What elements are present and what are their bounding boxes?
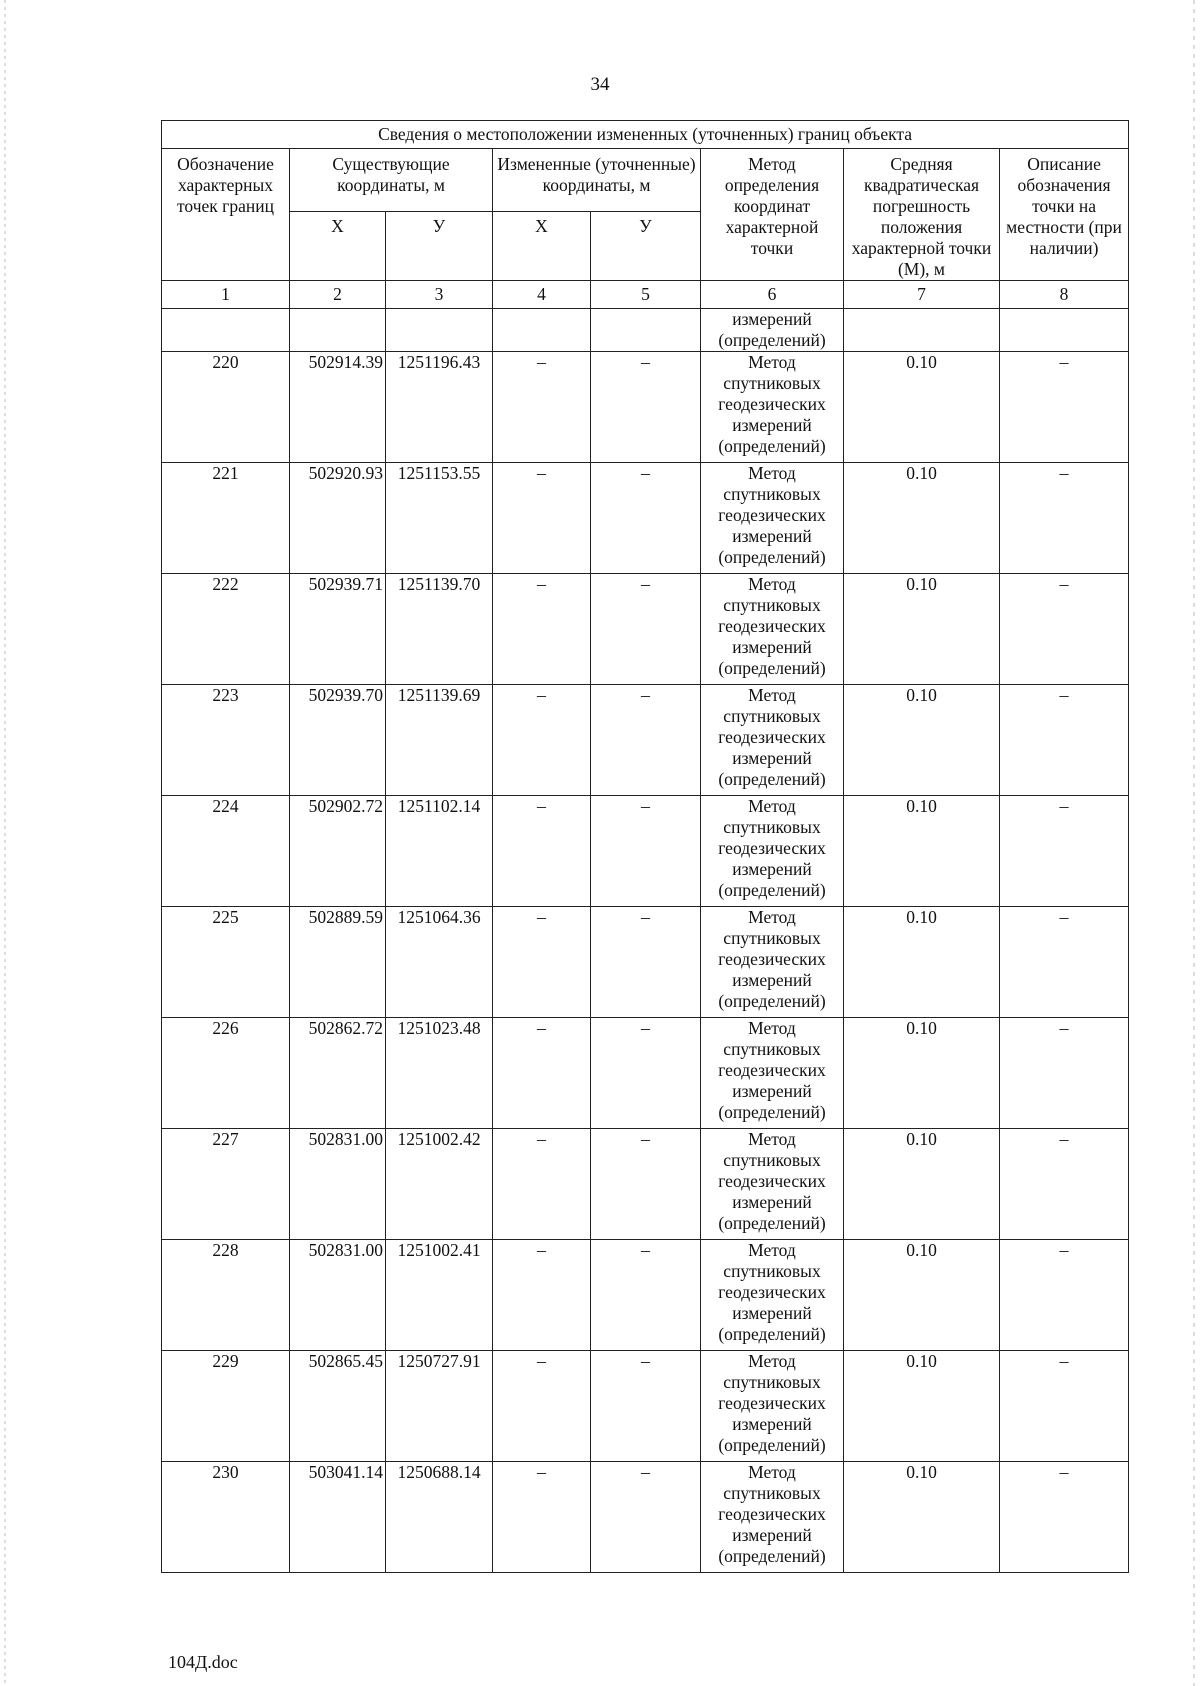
continuation-empty-cell (493, 309, 591, 352)
table-row (162, 574, 1129, 685)
column-number: 8 (1000, 281, 1129, 309)
method-cell: Метод спутниковых геодезических измерений (определений) (701, 1129, 844, 1240)
column-number: 5 (591, 281, 701, 309)
changed-x-cell: – (493, 685, 591, 796)
description-cell: – (1000, 1462, 1129, 1573)
point-id-cell: 228 (162, 1240, 290, 1351)
description-cell: – (1000, 685, 1129, 796)
existing-x-cell: 502914.39 (290, 352, 386, 463)
existing-x-cell: 502865.45 (290, 1351, 386, 1462)
point-id-cell: 221 (162, 463, 290, 574)
existing-x-cell: 502939.70 (290, 685, 386, 796)
changed-x-cell: – (493, 352, 591, 463)
point-id-cell: 229 (162, 1351, 290, 1462)
table-row (162, 907, 1129, 1018)
existing-y-cell: 1251002.41 (386, 1240, 493, 1351)
table-row (162, 463, 1129, 574)
changed-x-cell: – (493, 1018, 591, 1129)
existing-x-cell: 503041.14 (290, 1462, 386, 1573)
method-cell: Метод спутниковых геодезических измерений (определений) (701, 1351, 844, 1462)
table-row (162, 1240, 1129, 1351)
scan-edge-left (4, 0, 6, 1686)
error-cell: 0.10 (844, 907, 1000, 1018)
existing-y-cell: 1251023.48 (386, 1018, 493, 1129)
error-cell: 0.10 (844, 352, 1000, 463)
error-cell: 0.10 (844, 574, 1000, 685)
error-cell: 0.10 (844, 1018, 1000, 1129)
existing-y-cell: 1251139.69 (386, 685, 493, 796)
description-cell: – (1000, 907, 1129, 1018)
continuation-method-cell: измерений (определений) (701, 309, 844, 352)
continuation-empty-cell (162, 309, 290, 352)
changed-y-cell: – (591, 796, 701, 907)
existing-y-cell: 1250727.91 (386, 1351, 493, 1462)
continuation-empty-cell (290, 309, 386, 352)
table-title: Сведения о местоположении измененных (уточненных) границ объекта (162, 121, 1129, 149)
point-id-cell: 230 (162, 1462, 290, 1573)
changed-x-cell: – (493, 1240, 591, 1351)
method-cell: Метод спутниковых геодезических измерений (определений) (701, 1462, 844, 1573)
table-title-row (162, 121, 1129, 149)
changed-x-cell: – (493, 1129, 591, 1240)
header-error: Средняя квадратическая погрешность положения характерной точки (М), м (844, 149, 1000, 281)
description-cell: – (1000, 1018, 1129, 1129)
method-cell: Метод спутниковых геодезических измерений (определений) (701, 574, 844, 685)
footer-filename: 104Д.doc (168, 1652, 238, 1672)
method-cell: Метод спутниковых геодезических измерений (определений) (701, 463, 844, 574)
changed-y-cell: – (591, 463, 701, 574)
continuation-empty-cell (591, 309, 701, 352)
existing-y-cell: 1251139.70 (386, 574, 493, 685)
existing-x-cell: 502920.93 (290, 463, 386, 574)
header-changed-coords: Измененные (уточненные) координаты, м (493, 149, 701, 212)
header-changed-y: У (591, 211, 701, 280)
existing-x-cell: 502862.72 (290, 1018, 386, 1129)
changed-x-cell: – (493, 574, 591, 685)
changed-y-cell: – (591, 1351, 701, 1462)
point-id-cell: 223 (162, 685, 290, 796)
header-existing-y: У (386, 211, 493, 280)
header-row-1 (162, 149, 1129, 212)
changed-x-cell: – (493, 1462, 591, 1573)
existing-y-cell: 1251064.36 (386, 907, 493, 1018)
column-number: 1 (162, 281, 290, 309)
coordinates-table (161, 120, 1129, 1573)
changed-y-cell: – (591, 1018, 701, 1129)
error-cell: 0.10 (844, 685, 1000, 796)
scan-edge-right (1193, 0, 1195, 1686)
page-number: 34 (590, 74, 610, 95)
existing-y-cell: 1251102.14 (386, 796, 493, 907)
description-cell: – (1000, 574, 1129, 685)
changed-y-cell: – (591, 1129, 701, 1240)
existing-y-cell: 1250688.14 (386, 1462, 493, 1573)
point-id-cell: 224 (162, 796, 290, 907)
changed-y-cell: – (591, 352, 701, 463)
continuation-row (162, 309, 1129, 352)
description-cell: – (1000, 463, 1129, 574)
table-row (162, 796, 1129, 907)
point-id-cell: 227 (162, 1129, 290, 1240)
changed-x-cell: – (493, 796, 591, 907)
description-cell: – (1000, 1240, 1129, 1351)
existing-x-cell: 502831.00 (290, 1129, 386, 1240)
header-description: Описание обозначения точки на местности (при наличии) (1000, 149, 1129, 281)
method-cell: Метод спутниковых геодезических измерений (определений) (701, 907, 844, 1018)
description-cell: – (1000, 1351, 1129, 1462)
column-number: 6 (701, 281, 844, 309)
existing-y-cell: 1251153.55 (386, 463, 493, 574)
table-row (162, 352, 1129, 463)
header-existing-coords: Существующие координаты, м (290, 149, 493, 212)
continuation-empty-cell (844, 309, 1000, 352)
error-cell: 0.10 (844, 796, 1000, 907)
point-id-cell: 220 (162, 352, 290, 463)
method-cell: Метод спутниковых геодезических измерений (определений) (701, 796, 844, 907)
existing-x-cell: 502889.59 (290, 907, 386, 1018)
header-method: Метод определения координат характерной точки (701, 149, 844, 281)
header-existing-x: Х (290, 211, 386, 280)
continuation-empty-cell (1000, 309, 1129, 352)
error-cell: 0.10 (844, 463, 1000, 574)
changed-y-cell: – (591, 1240, 701, 1351)
description-cell: – (1000, 352, 1129, 463)
point-id-cell: 225 (162, 907, 290, 1018)
table-row (162, 1351, 1129, 1462)
description-cell: – (1000, 796, 1129, 907)
error-cell: 0.10 (844, 1462, 1000, 1573)
method-cell: Метод спутниковых геодезических измерений (определений) (701, 352, 844, 463)
changed-x-cell: – (493, 907, 591, 1018)
existing-x-cell: 502902.72 (290, 796, 386, 907)
table-row (162, 1129, 1129, 1240)
changed-y-cell: – (591, 1462, 701, 1573)
table-body (162, 121, 1129, 1573)
existing-y-cell: 1251002.42 (386, 1129, 493, 1240)
table-row (162, 1018, 1129, 1129)
point-id-cell: 222 (162, 574, 290, 685)
changed-x-cell: – (493, 1351, 591, 1462)
continuation-empty-cell (386, 309, 493, 352)
error-cell: 0.10 (844, 1240, 1000, 1351)
error-cell: 0.10 (844, 1351, 1000, 1462)
changed-y-cell: – (591, 907, 701, 1018)
point-id-cell: 226 (162, 1018, 290, 1129)
existing-y-cell: 1251196.43 (386, 352, 493, 463)
table-row (162, 685, 1129, 796)
changed-y-cell: – (591, 685, 701, 796)
changed-y-cell: – (591, 574, 701, 685)
header-changed-x: Х (493, 211, 591, 280)
existing-x-cell: 502831.00 (290, 1240, 386, 1351)
method-cell: Метод спутниковых геодезических измерений (определений) (701, 1240, 844, 1351)
column-number: 2 (290, 281, 386, 309)
method-cell: Метод спутниковых геодезических измерений (определений) (701, 685, 844, 796)
table-row (162, 1462, 1129, 1573)
description-cell: – (1000, 1129, 1129, 1240)
column-number: 7 (844, 281, 1000, 309)
header-point-label: Обозначение характерных точек границ (162, 149, 290, 281)
method-cell: Метод спутниковых геодезических измерений (определений) (701, 1018, 844, 1129)
column-number: 3 (386, 281, 493, 309)
existing-x-cell: 502939.71 (290, 574, 386, 685)
error-cell: 0.10 (844, 1129, 1000, 1240)
column-number: 4 (493, 281, 591, 309)
column-number-row (162, 281, 1129, 309)
changed-x-cell: – (493, 463, 591, 574)
